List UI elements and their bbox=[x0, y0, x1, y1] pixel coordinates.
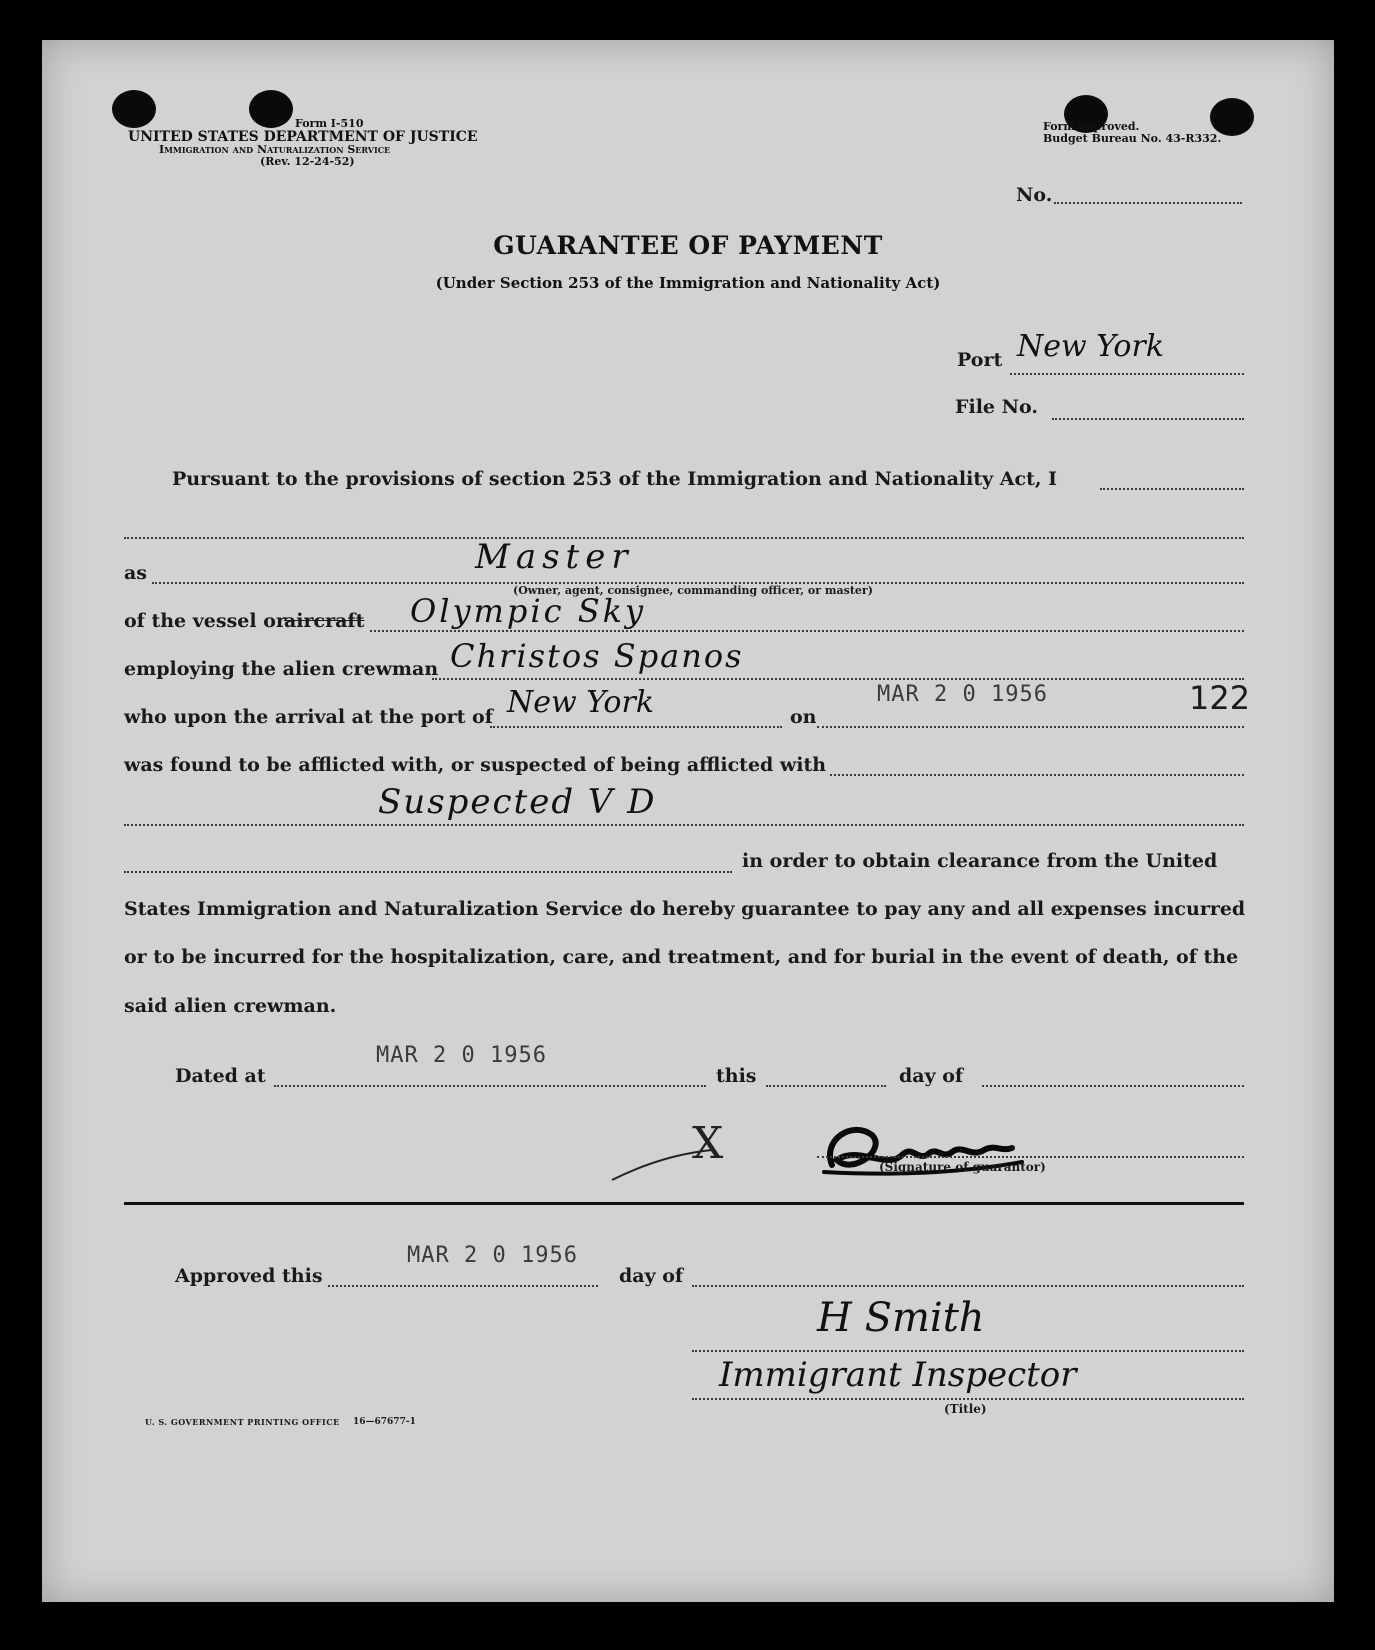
agency-name: UNITED STATES DEPARTMENT OF JUSTICE bbox=[128, 129, 478, 145]
inspector-signature: H Smith bbox=[817, 1295, 985, 1341]
arrival-date-line bbox=[817, 726, 1244, 728]
service-name: Immigration and Naturalization Service bbox=[159, 143, 391, 156]
form-subtitle: (Under Section 253 of the Immigration and Nationality Act) bbox=[435, 274, 941, 292]
printer-code: 16—67677-1 bbox=[353, 1417, 416, 1427]
affliction-field-line-3 bbox=[124, 871, 732, 873]
form-number: Form I-510 bbox=[295, 117, 364, 130]
printer-imprint: U. S. GOVERNMENT PRINTING OFFICE bbox=[145, 1417, 340, 1427]
port-label: Port bbox=[957, 349, 1003, 371]
guarantee-text-line-2: States Immigration and Naturalization Service do hereby guarantee to pay any and all expenses incurred bbox=[124, 898, 1246, 920]
guarantor-name-line-2 bbox=[124, 537, 1244, 539]
approved-day-of-label: day of bbox=[619, 1265, 684, 1287]
arrival-label: who upon the arrival at the port of bbox=[124, 706, 493, 728]
record-number: 122 bbox=[1189, 679, 1251, 717]
guarantee-text-line-4: said alien crewman. bbox=[124, 995, 337, 1017]
day-of-label: day of bbox=[899, 1065, 964, 1087]
guarantor-mark: X bbox=[692, 1118, 724, 1169]
dated-day-line bbox=[766, 1085, 886, 1087]
port-field-line bbox=[1010, 373, 1244, 375]
guarantor-signature bbox=[602, 1100, 1072, 1190]
affliction-value: Suspected V D bbox=[378, 782, 657, 822]
section-divider bbox=[124, 1202, 1244, 1205]
guarantor-name-line bbox=[1100, 488, 1244, 490]
arrival-port-line bbox=[490, 726, 782, 728]
approved-label: Approved this bbox=[175, 1265, 323, 1287]
inspector-title-value: Immigrant Inspector bbox=[719, 1355, 1077, 1395]
on-label: on bbox=[790, 706, 817, 728]
punch-hole bbox=[249, 90, 293, 128]
guarantee-text-line-3: or to be incurred for the hospitalization, care, and treatment, and for burial in the event of death, of the bbox=[124, 946, 1239, 968]
capacity-value: Master bbox=[475, 537, 634, 577]
affliction-field-line bbox=[830, 774, 1244, 776]
approved-day-line bbox=[328, 1285, 598, 1287]
title-caption: (Title) bbox=[944, 1402, 987, 1416]
budget-bureau-no: Budget Bureau No. 43-R332. bbox=[1043, 132, 1222, 145]
arrival-date-stamp: MAR 2 0 1956 bbox=[877, 682, 1048, 707]
arrival-port-value: New York bbox=[507, 685, 654, 720]
punch-hole bbox=[1210, 98, 1254, 136]
guarantor-signature-line bbox=[817, 1156, 1244, 1158]
port-value: New York bbox=[1017, 329, 1164, 364]
afflicted-label: was found to be afflicted with, or suspected of being afflicted with bbox=[124, 754, 827, 776]
as-label: as bbox=[124, 562, 148, 584]
vessel-name-value: Olympic Sky bbox=[410, 592, 647, 630]
dated-month-line bbox=[982, 1085, 1244, 1087]
aircraft-struck-text: aircraft bbox=[284, 610, 365, 632]
document-page bbox=[42, 40, 1334, 1602]
crewman-label: employing the alien crewman bbox=[124, 658, 439, 680]
clearance-text: in order to obtain clearance from the United bbox=[742, 850, 1218, 872]
this-label: this bbox=[716, 1065, 757, 1087]
dated-at-line bbox=[274, 1085, 706, 1087]
form-title: GUARANTEE OF PAYMENT bbox=[493, 231, 883, 260]
no-field-line bbox=[1054, 202, 1242, 204]
vessel-label: of the vessel or bbox=[124, 610, 286, 632]
vessel-field-line bbox=[370, 630, 1244, 632]
file-no-field-line bbox=[1052, 418, 1244, 420]
crewman-name-value: Christos Spanos bbox=[450, 637, 744, 675]
punch-hole bbox=[112, 90, 156, 128]
inspector-signature-line bbox=[692, 1350, 1244, 1352]
signature-caption: (Signature of guarantor) bbox=[879, 1160, 1046, 1174]
approved-month-line bbox=[692, 1285, 1244, 1287]
affliction-field-line-2 bbox=[124, 824, 1244, 826]
inspector-title-line bbox=[692, 1398, 1244, 1400]
revision-date: (Rev. 12-24-52) bbox=[260, 155, 355, 168]
no-label: No. bbox=[1016, 184, 1053, 206]
capacity-hint: (Owner, agent, consignee, commanding officer, or master) bbox=[513, 584, 873, 597]
form-approval: Form approved. bbox=[1043, 120, 1140, 133]
file-no-label: File No. bbox=[955, 396, 1038, 418]
approved-date-stamp: MAR 2 0 1956 bbox=[407, 1243, 578, 1268]
pursuant-text: Pursuant to the provisions of section 253 of the Immigration and Nationality Act, I bbox=[172, 468, 1057, 490]
dated-at-stamp: MAR 2 0 1956 bbox=[376, 1043, 547, 1068]
crewman-field-line bbox=[432, 678, 1244, 680]
dated-at-label: Dated at bbox=[175, 1065, 266, 1087]
